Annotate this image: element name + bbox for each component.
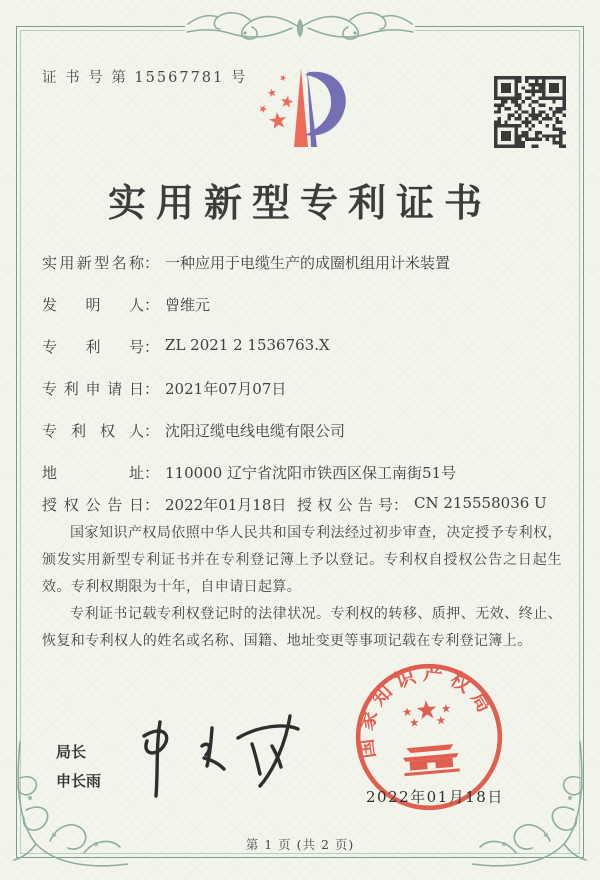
grant-number-label: 授权公告号 [297,496,393,514]
field-label: 专利号 [42,338,144,356]
field-row-address [42,462,564,483]
label-colon: ： [144,496,160,514]
label-colon: ： [144,338,160,356]
label-colon: ： [144,296,160,314]
field-label: 发明人 [42,296,144,314]
certificate-title: 实用新型专利证书 [107,180,492,225]
signer-role: 局长 [56,743,87,761]
field-label: 实用新型名称 [42,254,144,272]
seal-ring-text: 国家知识产权局 [353,661,500,760]
field-value: 一种应用于电缆生产的成圈机组用计米装置 [165,254,451,272]
grant-row [42,494,547,515]
field-list [42,252,564,504]
label-colon: ： [144,464,160,482]
field-label: 地址 [42,464,144,482]
grant-date-value: 2022年01月18日 [165,496,287,514]
signer-name: 申长雨 [56,772,102,790]
field-value: 110000 辽宁省沈阳市铁西区保工南街51号 [165,464,457,482]
field-value: 2021年07月07日 [165,380,287,398]
field-row-patent-number [42,336,564,357]
grant-number-pair [297,494,547,515]
certificate-number: 证 书 号 第 15567781 号 [42,70,248,86]
field-label: 专利权人 [42,422,144,440]
field-row-filing-date [42,378,564,399]
field-value: 沈阳辽缆电线电缆有限公司 [165,422,346,440]
field-row-utility-model-name [42,252,564,273]
legal-text [42,520,562,655]
grant-date-label: 授权公告日 [42,496,144,514]
legal-paragraph-1: 国家知识产权局依照中华人民共和国专利法经过初步审查，决定授予专利权，颁发实用新型专利证书并在专利登记簿上予以登记。专利权自授权公告之日起生效。专利权期限为十年，自申请日起算。 [42,525,562,595]
issue-date: 2022年01月18日 [366,788,504,806]
legal-paragraph-2: 专利证书记载专利权登记时的法律状况。专利权的转移、质押、无效、终止、恢复和专利权人的姓名或名称、国籍、地址变更等事项记载在专利登记簿上。 [42,606,562,649]
label-colon: ： [144,254,160,272]
page-number-footer: 第 1 页 (共 2 页) [245,837,355,852]
label-colon: ： [144,422,160,440]
handwritten-signature-icon [122,706,322,811]
qr-code-icon [494,76,566,148]
top-flourish-ornament-icon [185,6,415,48]
field-row-inventor [42,294,564,315]
field-label: 专利申请日 [42,380,144,398]
field-value: 曾维元 [165,296,211,314]
label-colon: ： [393,496,409,514]
signer-block [56,738,101,796]
label-colon: ： [144,380,160,398]
cnipa-logo-icon [250,62,350,164]
field-row-patentee [42,420,564,441]
grant-number-value: CN 215558036 U [414,494,547,512]
field-value: ZL 2021 2 1536763.X [165,336,330,354]
